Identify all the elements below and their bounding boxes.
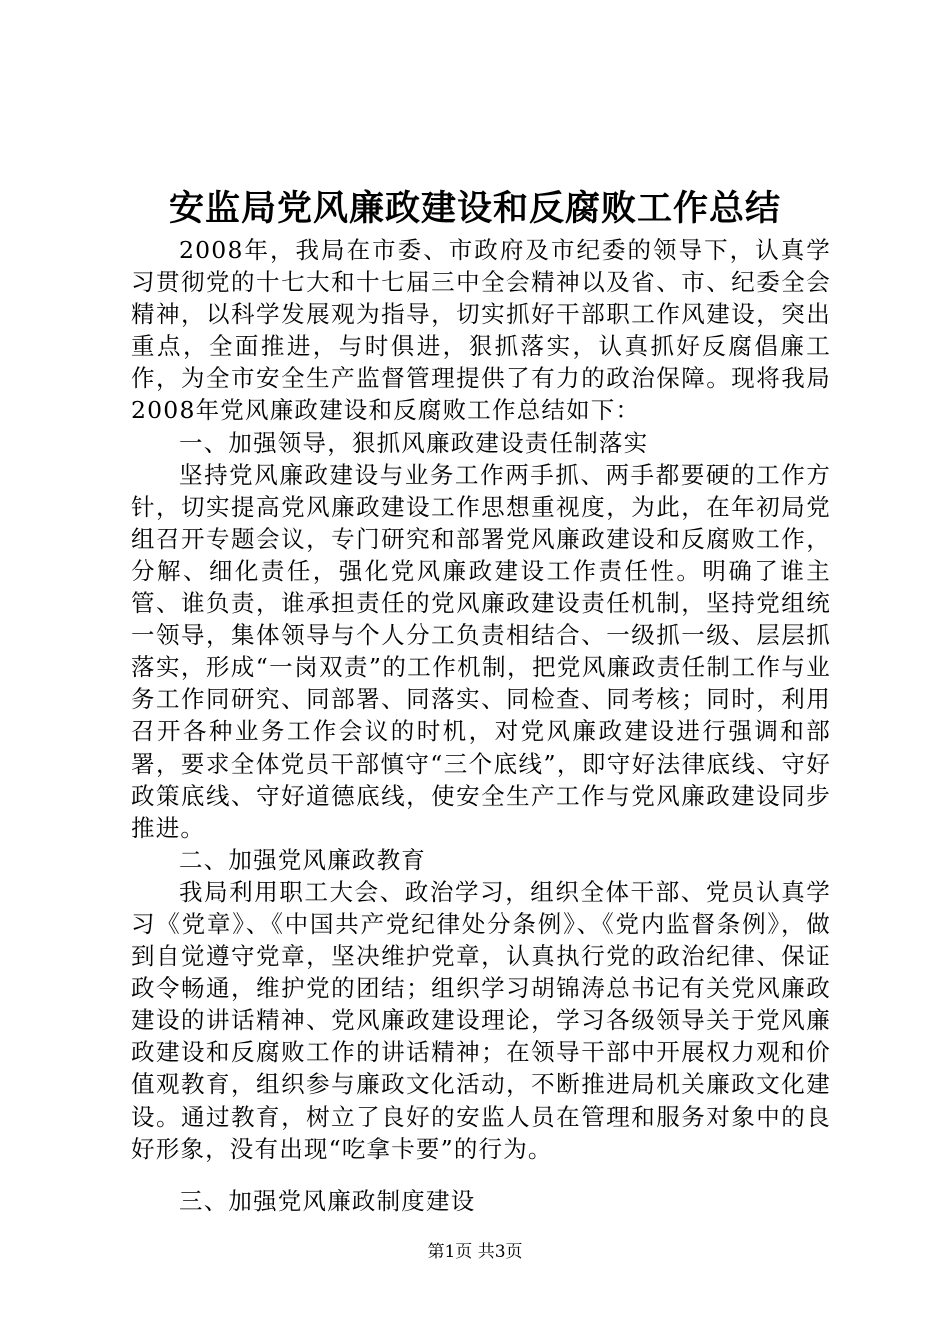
section-3-heading: 三、加强党风廉政制度建设 — [179, 1186, 476, 1215]
section-2-paragraph: 我局利用职工大会、政治学习，组织全体干部、党员认真学习《党章》、《中国共产党纪律处分条例》、《党内监督条例》，做到自觉遵守党章，坚决维护党章，认真执行党的政治纪律、保证政令畅通，维护党的团结；组织学习胡锦涛总书记有关党风廉政建设的讲话精神、党风廉政建设理论，学习各级领导关于党风廉政建设和反腐败工作的讲话精神；在领导干部中开展权力观和价值观教育，组织参与廉政文化活动，不断推进局机关廉政文化建设。通过教育，树立了良好的安监人员在管理和服务对象中的良好形象，没有出现“吃拿卡要”的行为。 — [131, 877, 831, 1163]
section-1-heading: 一、加强领导，狠抓风廉政建设责任制落实 — [179, 428, 649, 457]
document-title: 安监局党风廉政建设和反腐败工作总结 — [168, 188, 781, 229]
document-body — [131, 234, 831, 1217]
section-2-heading: 二、加强党风廉政教育 — [179, 845, 426, 874]
section-1-paragraph: 坚持党风廉政建设与业务工作两手抓、两手都要硬的工作方针，切实提高党风廉政建设工作思想重视度，为此，在年初局党组召开专题会议，专门研究和部署党风廉政建设和反腐败工作，分解、细化责任，强化党风廉政建设工作责任性。明确了谁主管、谁负责，谁承担责任的党风廉政建设责任机制，坚持党组统一领导，集体领导与个人分工负责相结合、一级抓一级、层层抓落实，形成“一岗双责”的工作机制，把党风廉政责任制工作与业务工作同研究、同部署、同落实、同检查、同考核；同时，利用召开各种业务工作会议的时机，对党风廉政建设进行强调和部署，要求全体党员干部慎守“三个底线”，即守好法律底线、守好政策底线、守好道德底线，使安全生产工作与党风廉政建设同步推进。 — [131, 460, 831, 842]
page-number-footer: 第1页 共3页 — [427, 1242, 523, 1262]
intro-paragraph: 2008年，我局在市委、市政府及市纪委的领导下，认真学习贯彻党的十七大和十七届三中全会精神以及省、市、纪委全会精神，以科学发展观为指导，切实抓好干部职工作风建设，突出重点，全面推进，与时俱进，狠抓落实，认真抓好反腐倡廉工作，为全市安全生产监督管理提供了有力的政治保障。现将我局2008年党风廉政建设和反腐败工作总结如下： — [131, 236, 831, 425]
